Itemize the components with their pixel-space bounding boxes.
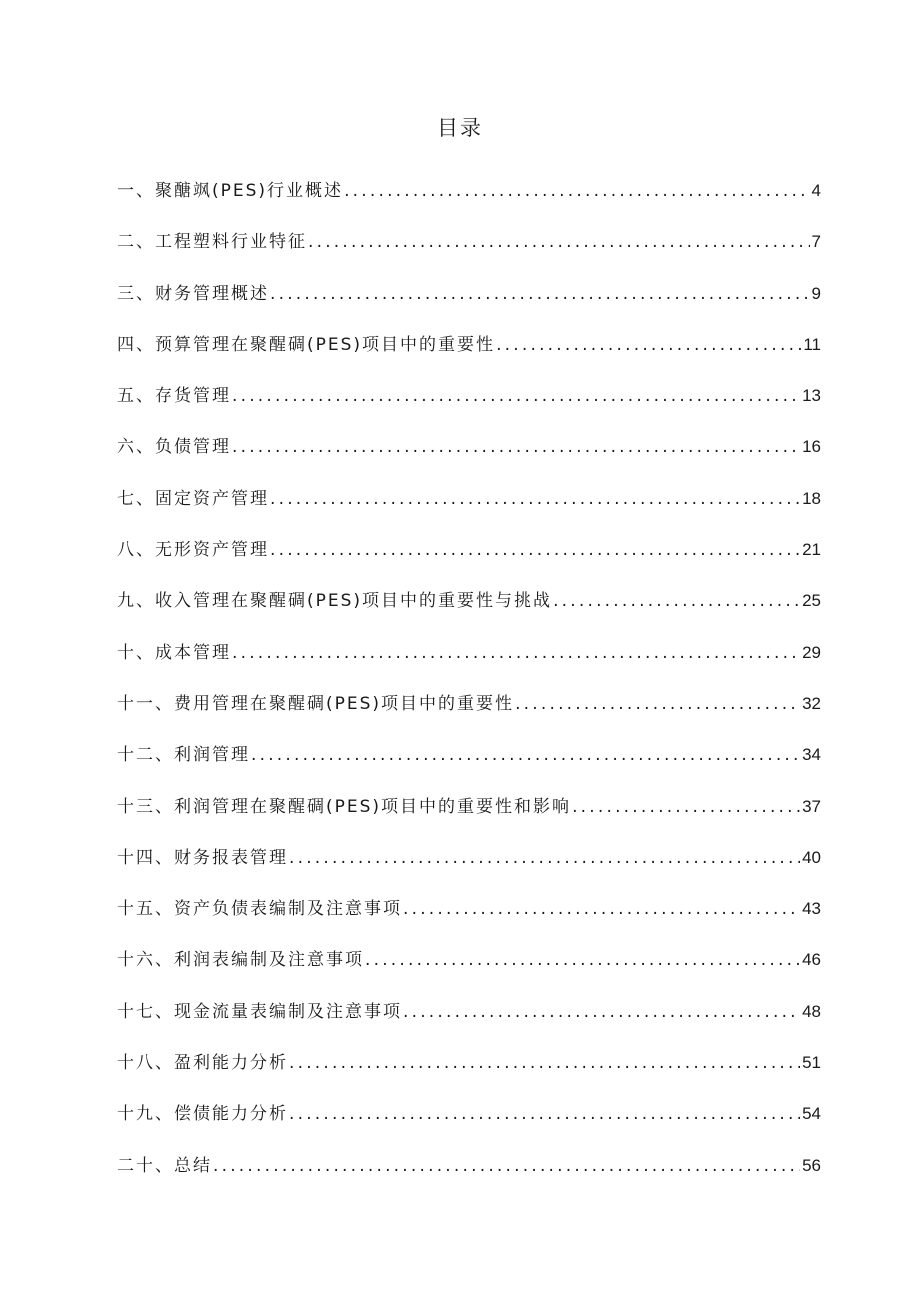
toc-dot-leader [515,694,800,714]
toc-entry-label: 五、存货管理 [117,386,231,407]
toc-entry-page: 54 [802,1104,821,1124]
toc-entry-page: 9 [811,283,821,303]
toc-entry-label: 九、收入管理在聚醒碉(PES)项目中的重要性与挑战 [117,591,553,612]
toc-entry[interactable] [117,1151,821,1202]
toc-entry-label: 六、负债管理 [117,437,231,458]
toc-entry-page: 7 [811,232,821,252]
toc-dot-leader [365,950,800,970]
toc-entry-page: 40 [802,847,821,867]
toc-entry-page: 56 [802,1155,821,1175]
toc-entry-label: 十四、财务报表管理 [117,847,288,868]
toc-entry-label: 二十、总结 [117,1155,212,1176]
toc-entry[interactable] [117,330,821,381]
toc-dot-leader [289,1104,800,1124]
toc-entry[interactable] [117,381,821,432]
toc-entry-label: 十八、盈利能力分析 [117,1053,288,1074]
toc-dot-leader [344,181,809,201]
toc-entry-label: 一、聚醣飒(PES)行业概述 [117,181,344,201]
toc-entry-label: 二、工程塑料行业特征 [117,232,307,253]
toc-entry[interactable] [117,586,821,637]
toc-dot-leader [232,437,800,457]
toc-entry[interactable] [117,432,821,483]
toc-dot-leader [270,540,800,560]
toc-dot-leader [553,591,800,611]
toc-entry-page: 48 [802,1001,821,1021]
toc-entry[interactable] [117,792,821,843]
toc-entry-page: 11 [803,334,821,354]
toc-entry-label: 十、成本管理 [117,642,231,663]
toc-entry-page: 18 [802,488,821,508]
toc-dot-leader [403,899,800,919]
toc-dot-leader [308,232,810,252]
toc-dot-leader [496,335,801,355]
toc-dot-leader [232,643,800,663]
toc-entry-page: 25 [802,591,821,611]
toc-entry-page: 4 [811,181,821,200]
toc-entry-label: 三、财务管理概述 [117,283,269,304]
toc-entry-page: 13 [802,386,821,406]
toc-entry-page: 46 [802,950,821,970]
toc-dot-leader [251,745,800,765]
toc-dot-leader [270,284,810,304]
toc-dot-leader [572,797,800,817]
toc-dot-leader [213,1156,800,1176]
toc-entry-page: 34 [802,745,821,765]
toc-entry-page: 16 [802,437,821,457]
toc-entry[interactable] [117,1099,821,1150]
toc-entry[interactable] [117,1048,821,1099]
toc-dot-leader [403,1002,800,1022]
toc-entry-label: 十六、利润表编制及注意事项 [117,950,364,971]
toc-dot-leader [232,386,800,406]
toc-entry[interactable] [117,997,821,1048]
toc-entry-label: 七、固定资产管理 [117,488,269,509]
toc-entry-page: 37 [802,796,821,816]
toc-dot-leader [289,1053,800,1073]
toc-title: 目录 [437,116,483,140]
toc-entry[interactable] [117,689,821,740]
toc-entry-label: 八、无形资产管理 [117,540,269,561]
toc-entry[interactable] [117,894,821,945]
toc-entry[interactable] [117,740,821,791]
toc-entry[interactable] [117,279,821,330]
toc-entry-page: 21 [802,540,821,560]
toc-entry[interactable] [117,638,821,689]
toc-entry-label: 十九、偿债能力分析 [117,1104,288,1125]
toc-entry-label: 十一、费用管理在聚醒碉(PES)项目中的重要性 [117,693,515,714]
toc-entry-page: 51 [802,1053,821,1073]
toc-list [117,176,821,1202]
toc-entry[interactable] [117,484,821,535]
toc-entry[interactable] [117,535,821,586]
toc-entry[interactable] [117,945,821,996]
toc-entry[interactable] [117,227,821,278]
toc-dot-leader [289,848,800,868]
toc-entry-label: 四、预算管理在聚醒碉(PES)项目中的重要性 [117,334,496,355]
toc-entry-label: 十三、利润管理在聚醒碉(PES)项目中的重要性和影响 [117,796,572,817]
toc-dot-leader [270,489,800,509]
toc-entry[interactable] [117,843,821,894]
toc-entry-page: 32 [802,693,821,713]
toc-entry-page: 29 [802,642,821,662]
toc-entry-label: 十二、利润管理 [117,745,250,766]
toc-entry[interactable] [117,176,821,227]
toc-entry-page: 43 [802,899,821,919]
toc-entry-label: 十五、资产负债表编制及注意事项 [117,899,402,920]
toc-entry-label: 十七、现金流量表编制及注意事项 [117,1001,402,1022]
